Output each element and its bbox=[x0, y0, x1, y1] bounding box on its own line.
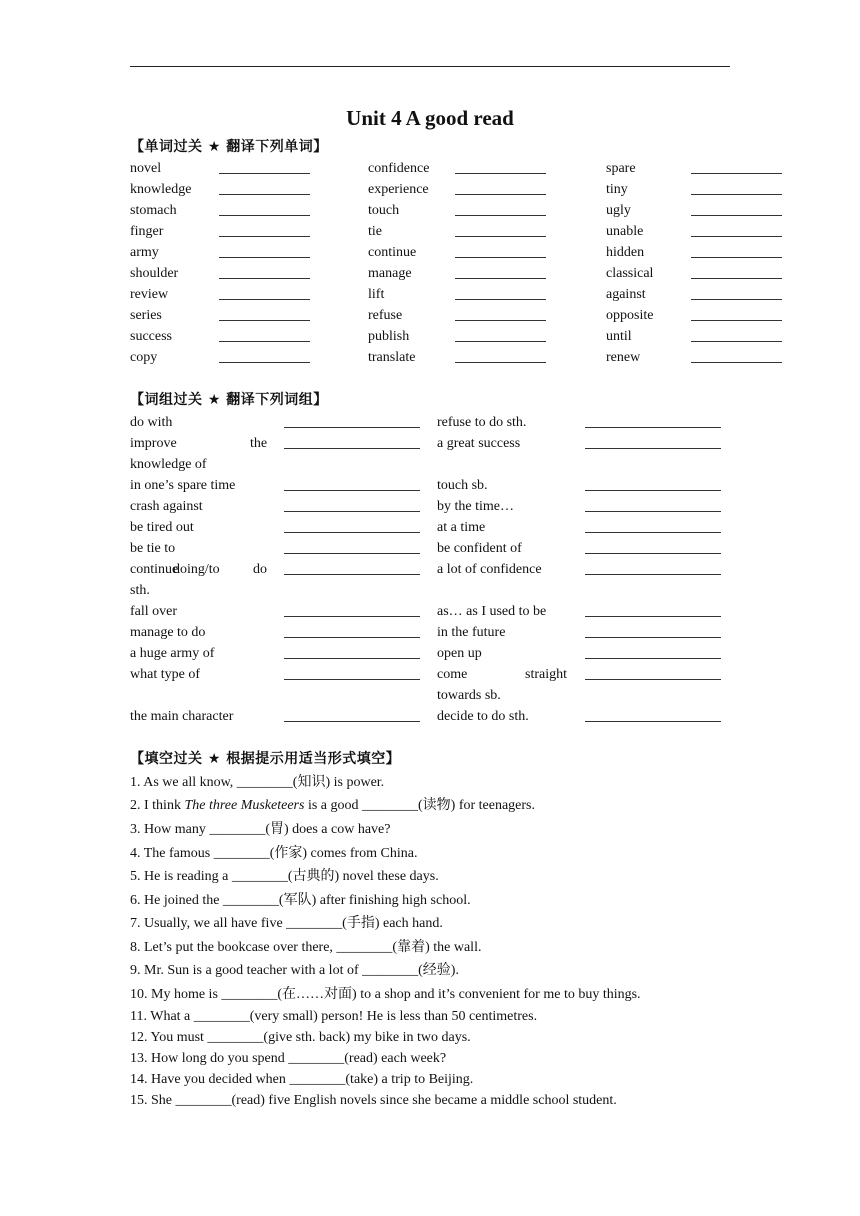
sentence-12: 12. You must ________(give sth. back) my bike in two days. bbox=[130, 1030, 471, 1045]
answer-blank[interactable] bbox=[219, 327, 310, 342]
vocab-word: stomach bbox=[130, 203, 177, 218]
answer-blank[interactable] bbox=[455, 222, 546, 237]
answer-blank[interactable] bbox=[219, 264, 310, 279]
vocab-word: tie bbox=[368, 224, 382, 239]
sentence-text: is a good ________(读物) for teenagers. bbox=[304, 798, 536, 813]
sentence-8: 8. Let’s put the bookcase over there, ________(靠着) the wall. bbox=[130, 940, 482, 955]
answer-blank[interactable] bbox=[585, 448, 721, 449]
answer-blank[interactable] bbox=[691, 264, 782, 279]
sentence-text: 2. I think bbox=[130, 798, 185, 813]
answer-blank[interactable] bbox=[455, 264, 546, 279]
sentence-9: 9. Mr. Sun is a good teacher with a lot of ________(经验). bbox=[130, 963, 459, 978]
answer-blank[interactable] bbox=[219, 222, 310, 237]
vocab-row bbox=[0, 221, 860, 242]
phrase-text: crash against bbox=[130, 499, 203, 514]
vocab-word: renew bbox=[606, 350, 641, 365]
vocab-word: confidence bbox=[368, 161, 430, 176]
phrase-text: the bbox=[250, 436, 268, 451]
answer-blank[interactable] bbox=[585, 721, 721, 722]
vocab-word: unable bbox=[606, 224, 644, 239]
answer-blank[interactable] bbox=[455, 348, 546, 363]
sentence-10: 10. My home is ________(在……对面) to a shop and it’s convenient for me to buy things. bbox=[130, 987, 641, 1002]
answer-blank[interactable] bbox=[219, 348, 310, 363]
answer-blank[interactable] bbox=[455, 243, 546, 258]
phrase-text: sth. bbox=[130, 583, 150, 598]
answer-blank[interactable] bbox=[585, 658, 721, 659]
vocab-word: translate bbox=[368, 350, 416, 365]
answer-blank[interactable] bbox=[585, 679, 721, 680]
sentence-4: 4. The famous ________(作家) comes from China. bbox=[130, 846, 418, 861]
phrase-text: fall over bbox=[130, 604, 178, 619]
phrase-text: a great success bbox=[437, 436, 521, 451]
phrase-text: come bbox=[437, 667, 468, 682]
page-title: Unit 4 A good read bbox=[346, 106, 514, 130]
vocab-row bbox=[0, 179, 860, 200]
header-rule bbox=[130, 66, 730, 67]
section-heading-fill: 【填空过关 ★ 根据提示用适当形式填空】 bbox=[130, 751, 401, 767]
answer-blank[interactable] bbox=[585, 574, 721, 575]
phrase-text: straight bbox=[525, 667, 567, 682]
phrase-text: open up bbox=[437, 646, 482, 661]
answer-blank[interactable] bbox=[691, 306, 782, 321]
phrase-text: be tired out bbox=[130, 520, 194, 535]
vocab-row bbox=[0, 305, 860, 326]
phrase-text: at a time bbox=[437, 520, 486, 535]
answer-blank[interactable] bbox=[219, 285, 310, 300]
phrase-text: in the future bbox=[437, 625, 506, 640]
vocab-word: shoulder bbox=[130, 266, 179, 281]
sentence-6: 6. He joined the ________(军队) after finishing high school. bbox=[130, 893, 471, 908]
answer-blank[interactable] bbox=[219, 201, 310, 216]
vocab-word: refuse bbox=[368, 308, 403, 323]
sentence-15: 15. She ________(read) five English novels since she became a middle school student. bbox=[130, 1093, 617, 1108]
answer-blank[interactable] bbox=[455, 180, 546, 195]
phrase-text: refuse to do sth. bbox=[437, 415, 527, 430]
answer-blank[interactable] bbox=[219, 306, 310, 321]
answer-blank[interactable] bbox=[284, 637, 420, 638]
answer-blank[interactable] bbox=[455, 159, 546, 174]
sentence-7: 7. Usually, we all have five ________(手指) each hand. bbox=[130, 916, 443, 931]
answer-blank[interactable] bbox=[219, 180, 310, 195]
phrase-text: improve bbox=[130, 436, 177, 451]
vocab-row bbox=[0, 347, 860, 368]
answer-blank[interactable] bbox=[284, 553, 420, 554]
phrase-text: a lot of confidence bbox=[437, 562, 542, 577]
vocab-word: continue bbox=[368, 245, 417, 260]
book-title: The three Musketeers bbox=[184, 798, 305, 813]
vocab-word: against bbox=[606, 287, 646, 302]
answer-blank[interactable] bbox=[585, 532, 721, 533]
vocab-word: review bbox=[130, 287, 169, 302]
sentence-14: 14. Have you decided when ________(take) a trip to Beijing. bbox=[130, 1072, 474, 1087]
phrase-text: what type of bbox=[130, 667, 200, 682]
phrase-text: touch sb. bbox=[437, 478, 488, 493]
vocab-word: army bbox=[130, 245, 159, 260]
sentence-5: 5. He is reading a ________(古典的) novel these days. bbox=[130, 869, 439, 884]
phrase-text: towards sb. bbox=[437, 688, 501, 703]
vocab-word: series bbox=[130, 308, 162, 323]
answer-blank[interactable] bbox=[284, 532, 420, 533]
phrase-text: doing/to bbox=[173, 562, 220, 577]
answer-blank[interactable] bbox=[219, 159, 310, 174]
vocab-word: until bbox=[606, 329, 632, 344]
section-heading-words: 【单词过关 ★ 翻译下列单词】 bbox=[130, 139, 328, 155]
sentence-2 bbox=[130, 795, 535, 816]
vocab-word: ugly bbox=[606, 203, 631, 218]
vocab-word: experience bbox=[368, 182, 429, 197]
vocab-row bbox=[0, 242, 860, 263]
phrase-text: continue bbox=[130, 562, 179, 577]
vocab-word: finger bbox=[130, 224, 164, 239]
phrase-text: be tie to bbox=[130, 541, 176, 556]
vocab-word: tiny bbox=[606, 182, 628, 197]
phrase-text: a huge army of bbox=[130, 646, 215, 661]
vocab-word: manage bbox=[368, 266, 412, 281]
sentence-13: 13. How long do you spend ________(read) each week? bbox=[130, 1051, 447, 1066]
answer-blank[interactable] bbox=[691, 243, 782, 258]
answer-blank[interactable] bbox=[284, 511, 420, 512]
sentence-3: 3. How many ________(胃) does a cow have? bbox=[130, 822, 391, 837]
answer-blank[interactable] bbox=[284, 679, 420, 680]
answer-blank[interactable] bbox=[691, 327, 782, 342]
vocab-word: success bbox=[130, 329, 172, 344]
phrase-text: in one’s spare time bbox=[130, 478, 236, 493]
answer-blank[interactable] bbox=[284, 448, 420, 449]
vocab-row bbox=[0, 284, 860, 305]
sentence-11: 11. What a ________(very small) person! He is less than 50 centimetres. bbox=[130, 1009, 538, 1024]
phrase-text: do with bbox=[130, 415, 173, 430]
vocab-word: copy bbox=[130, 350, 158, 365]
phrase-text: manage to do bbox=[130, 625, 206, 640]
vocab-word: novel bbox=[130, 161, 162, 176]
vocab-row bbox=[0, 158, 860, 179]
answer-blank[interactable] bbox=[585, 490, 721, 491]
answer-blank[interactable] bbox=[691, 180, 782, 195]
answer-blank[interactable] bbox=[284, 721, 420, 722]
answer-blank[interactable] bbox=[691, 348, 782, 363]
phrase-text: as… as I used to be bbox=[437, 604, 547, 619]
phrase-text: do bbox=[253, 562, 267, 577]
vocab-word: publish bbox=[368, 329, 410, 344]
vocab-word: touch bbox=[368, 203, 400, 218]
vocab-row bbox=[0, 263, 860, 284]
answer-blank[interactable] bbox=[284, 616, 420, 617]
answer-blank[interactable] bbox=[585, 637, 721, 638]
answer-blank[interactable] bbox=[455, 285, 546, 300]
answer-blank[interactable] bbox=[691, 159, 782, 174]
answer-blank[interactable] bbox=[284, 427, 420, 428]
phrase-text: knowledge of bbox=[130, 457, 207, 472]
vocab-word: spare bbox=[606, 161, 636, 176]
phrase-text: be confident of bbox=[437, 541, 522, 556]
answer-blank[interactable] bbox=[219, 243, 310, 258]
phrase-text: the main character bbox=[130, 709, 234, 724]
vocab-row bbox=[0, 326, 860, 347]
vocab-row bbox=[0, 200, 860, 221]
answer-blank[interactable] bbox=[455, 306, 546, 321]
vocab-word: knowledge bbox=[130, 182, 192, 197]
answer-blank[interactable] bbox=[585, 553, 721, 554]
phrase-text: decide to do sth. bbox=[437, 709, 529, 724]
sentence-1: 1. As we all know, ________(知识) is power. bbox=[130, 775, 385, 790]
phrase-text: by the time… bbox=[437, 499, 514, 514]
answer-blank[interactable] bbox=[455, 327, 546, 342]
answer-blank[interactable] bbox=[585, 427, 721, 428]
answer-blank[interactable] bbox=[691, 201, 782, 216]
answer-blank[interactable] bbox=[284, 658, 420, 659]
section-heading-phrases: 【词组过关 ★ 翻译下列词组】 bbox=[130, 392, 328, 408]
vocab-word: hidden bbox=[606, 245, 645, 260]
vocab-word: lift bbox=[368, 287, 385, 302]
answer-blank[interactable] bbox=[585, 511, 721, 512]
answer-blank[interactable] bbox=[284, 574, 420, 575]
answer-blank[interactable] bbox=[691, 285, 782, 300]
answer-blank[interactable] bbox=[691, 222, 782, 237]
answer-blank[interactable] bbox=[284, 490, 420, 491]
answer-blank[interactable] bbox=[585, 616, 721, 617]
answer-blank[interactable] bbox=[455, 201, 546, 216]
vocab-word: classical bbox=[606, 266, 654, 281]
vocab-word: opposite bbox=[606, 308, 654, 323]
